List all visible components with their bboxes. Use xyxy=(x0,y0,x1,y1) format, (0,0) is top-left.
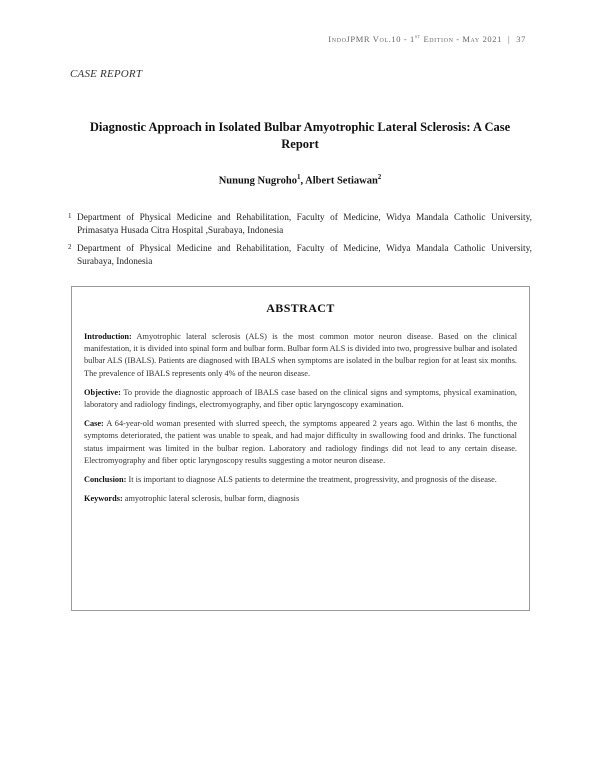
page-number: 37 xyxy=(516,34,526,44)
section-label: Objective: xyxy=(84,387,121,397)
abstract-conclusion xyxy=(84,474,517,486)
header-separator: | xyxy=(507,34,511,44)
affiliation-number: 2 xyxy=(68,243,72,251)
abstract-introduction xyxy=(84,331,517,380)
author-name: Albert Setiawan xyxy=(305,175,378,187)
affiliation xyxy=(68,243,532,269)
author-list xyxy=(70,173,530,187)
affiliation-number: 1 xyxy=(68,212,72,220)
article-title: Diagnostic Approach in Isolated Bulbar Amyotrophic Lateral Sclerosis: A Case Report xyxy=(89,120,511,151)
section-label: Keywords: xyxy=(84,494,123,504)
author-affiliation-mark: 2 xyxy=(377,173,382,181)
abstract-box xyxy=(71,286,530,611)
abstract-heading: ABSTRACT xyxy=(266,301,335,315)
section-text: To provide the diagnostic approach of IBALS case based on the clinical signs and symptoms, physical examination, laboratory and radiology findings, electromyography, and fiber optic laryngoscopy examination. xyxy=(84,387,517,410)
affiliation xyxy=(68,212,532,238)
section-text: amyotrophic lateral sclerosis, bulbar form, diagnosis xyxy=(124,494,300,504)
section-text: A 64-year-old woman presented with slurred speech, the symptoms appeared 2 years ago. Within the last 6 months, the symptoms deteriorated, the patient was unable to speak, and had major difficulty in swallowing food and drinks. The functional status impairment was limited in the bulbar region. Laboratory and radiology findings did not lead to any certain disease. Electromyography and fiber optic laryngoscopy results suggesting a motor neuron disease. xyxy=(84,419,517,465)
author-name: Nunung Nugroho xyxy=(218,175,297,187)
section-text: Amyotrophic lateral sclerosis (ALS) is the most common motor neuron disease. Based on the clinical manifestation, it is divided into spinal form and bulbar form. Bulbar form ALS is divided into two, progressive bulbar and isolated bulbar ALS (IBALS). Patients are diagnosed with IBALS when symptoms are isolated in the bulbar region for at least six months. The prevalence of IBALS represents only 4% of the neuron disease. xyxy=(84,332,517,378)
section-label: Case: xyxy=(84,419,104,429)
author-affiliation-mark: 1 xyxy=(297,173,301,181)
section-label: CASE REPORT xyxy=(70,68,143,80)
edition-text: Edition - May 2021 xyxy=(420,34,502,44)
journal-name: IndoJPMR Vol.10 - 1 xyxy=(328,34,415,44)
section-text: It is important to diagnose ALS patients to determine the treatment, progressivity, and prognosis of the disease. xyxy=(128,475,497,485)
abstract-keywords xyxy=(84,493,517,505)
abstract-case xyxy=(84,418,517,467)
running-head xyxy=(328,34,526,44)
edition-superscript: st xyxy=(414,34,421,41)
affiliation-text: Department of Physical Medicine and Rehabilitation, Faculty of Medicine, Widya Mandala Catholic University, Primasatya Husada Citra Hospital ,Surabaya, Indonesia xyxy=(77,213,532,236)
section-label: Conclusion: xyxy=(84,475,127,485)
abstract-objective xyxy=(84,387,517,411)
affiliation-text: Department of Physical Medicine and Rehabilitation, Faculty of Medicine, Widya Mandala Catholic University, Surabaya, Indonesia xyxy=(77,244,532,267)
section-label: Introduction: xyxy=(84,332,132,341)
author-separator: , xyxy=(300,175,306,187)
